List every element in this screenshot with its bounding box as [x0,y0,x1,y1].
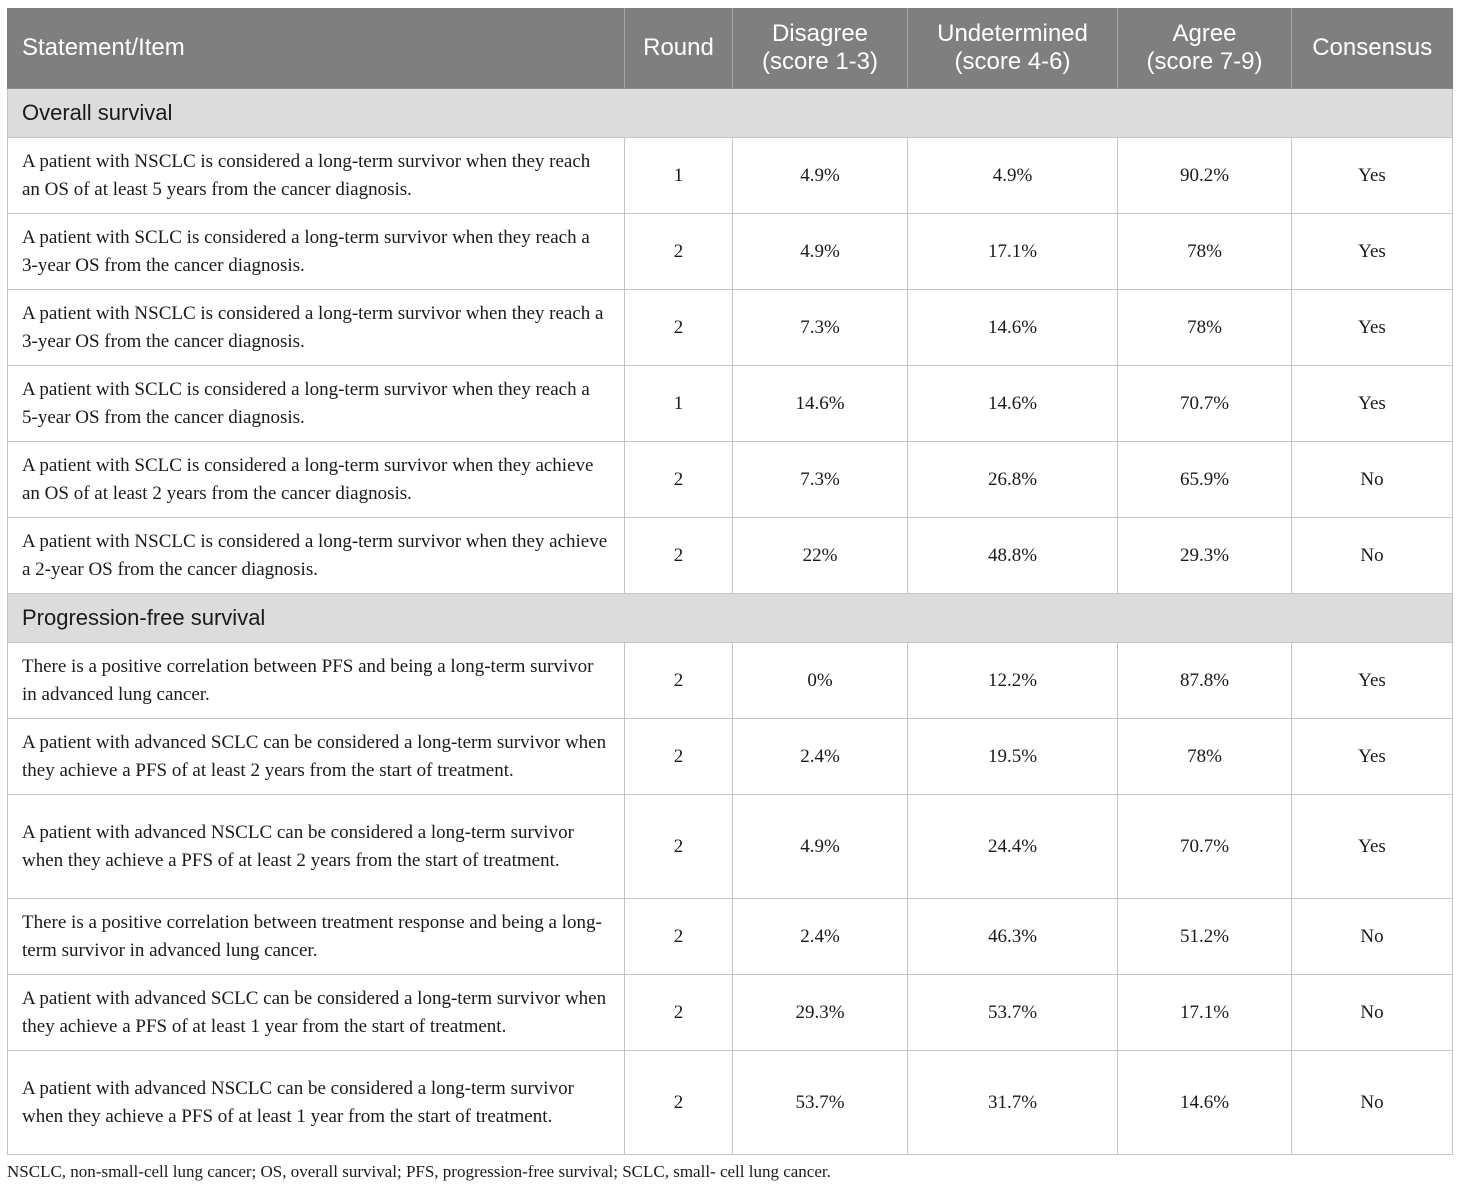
statement-cell: A patient with SCLC is considered a long-term survivor when they reach a 5-year OS from the cancer diagnosis. [8,366,625,442]
agree-cell: 70.7% [1118,366,1292,442]
disagree-cell: 14.6% [733,366,908,442]
statement-cell: A patient with NSCLC is considered a long-term survivor when they achieve a 2-year OS from the cancer diagnosis. [8,518,625,594]
undetermined-cell: 48.8% [908,518,1118,594]
table-row [8,518,1453,594]
agree-cell: 65.9% [1118,442,1292,518]
statement-cell: A patient with SCLC is considered a long-term survivor when they reach a 3-year OS from the cancer diagnosis. [8,214,625,290]
undetermined-cell: 46.3% [908,899,1118,975]
disagree-cell: 53.7% [733,1051,908,1155]
statement-cell: A patient with NSCLC is considered a long-term survivor when they reach an OS of at least 5 years from the cancer diagnosis. [8,138,625,214]
round-cell: 2 [625,643,733,719]
col-header-statement: Statement/Item [8,8,625,89]
section-title: Progression-free survival [8,594,1453,643]
table-row [8,442,1453,518]
consensus-cell: No [1292,899,1453,975]
table-row [8,290,1453,366]
table-footnote: NSCLC, non-small-cell lung cancer; OS, overall survival; PFS, progression-free survival; SCLC, small- cell lung cancer. [7,1162,831,1181]
table-row [8,1051,1453,1155]
agree-cell: 90.2% [1118,138,1292,214]
statement-cell: A patient with advanced SCLC can be considered a long-term survivor when they achieve a PFS of at least 2 years from the start of treatment. [8,719,625,795]
consensus-cell: Yes [1292,719,1453,795]
consensus-cell: No [1292,1051,1453,1155]
consensus-cell: Yes [1292,643,1453,719]
consensus-cell: Yes [1292,366,1453,442]
round-cell: 2 [625,1051,733,1155]
col-header-disagree: Disagree (score 1-3) [733,8,908,89]
statement-cell: There is a positive correlation between PFS and being a long-term survivor in advanced lung cancer. [8,643,625,719]
round-cell: 2 [625,719,733,795]
round-cell: 2 [625,442,733,518]
statement-cell: There is a positive correlation between treatment response and being a long-term survivor in advanced lung cancer. [8,899,625,975]
disagree-cell: 7.3% [733,442,908,518]
statement-cell: A patient with advanced NSCLC can be considered a long-term survivor when they achieve a PFS of at least 1 year from the start of treatment. [8,1051,625,1155]
round-cell: 2 [625,899,733,975]
disagree-cell: 22% [733,518,908,594]
undetermined-cell: 14.6% [908,366,1118,442]
table-row [8,643,1453,719]
undetermined-cell: 17.1% [908,214,1118,290]
consensus-cell: No [1292,442,1453,518]
consensus-cell: Yes [1292,795,1453,899]
agree-cell: 14.6% [1118,1051,1292,1155]
agree-cell: 70.7% [1118,795,1292,899]
table-row [8,366,1453,442]
agree-cell: 29.3% [1118,518,1292,594]
statement-cell: A patient with advanced SCLC can be considered a long-term survivor when they achieve a PFS of at least 1 year from the start of treatment. [8,975,625,1051]
section-header-progression-free-survival [8,594,1453,643]
undetermined-cell: 14.6% [908,290,1118,366]
undetermined-cell: 19.5% [908,719,1118,795]
col-header-undetermined: Undetermined (score 4-6) [908,8,1118,89]
agree-cell: 17.1% [1118,975,1292,1051]
undetermined-cell: 26.8% [908,442,1118,518]
consensus-cell: No [1292,975,1453,1051]
agree-cell: 78% [1118,719,1292,795]
col-header-consensus: Consensus [1292,8,1453,89]
statement-cell: A patient with advanced NSCLC can be considered a long-term survivor when they achieve a PFS of at least 2 years from the start of treatment. [8,795,625,899]
undetermined-cell: 53.7% [908,975,1118,1051]
agree-cell: 78% [1118,214,1292,290]
statement-cell: A patient with SCLC is considered a long-term survivor when they achieve an OS of at least 2 years from the cancer diagnosis. [8,442,625,518]
disagree-cell: 4.9% [733,214,908,290]
round-cell: 1 [625,138,733,214]
disagree-cell: 0% [733,643,908,719]
table-row [8,899,1453,975]
header-row [8,8,1453,89]
round-cell: 2 [625,795,733,899]
undetermined-cell: 4.9% [908,138,1118,214]
disagree-cell: 7.3% [733,290,908,366]
agree-cell: 51.2% [1118,899,1292,975]
table-row [8,795,1453,899]
statement-cell: A patient with NSCLC is considered a long-term survivor when they reach a 3-year OS from the cancer diagnosis. [8,290,625,366]
table-row [8,214,1453,290]
section-title: Overall survival [8,89,1453,138]
consensus-cell: Yes [1292,214,1453,290]
round-cell: 2 [625,518,733,594]
consensus-cell: Yes [1292,138,1453,214]
disagree-cell: 4.9% [733,138,908,214]
round-cell: 2 [625,290,733,366]
round-cell: 2 [625,214,733,290]
disagree-cell: 2.4% [733,719,908,795]
round-cell: 2 [625,975,733,1051]
undetermined-cell: 31.7% [908,1051,1118,1155]
consensus-cell: Yes [1292,290,1453,366]
agree-cell: 87.8% [1118,643,1292,719]
consensus-cell: No [1292,518,1453,594]
table-row [8,975,1453,1051]
undetermined-cell: 12.2% [908,643,1118,719]
table-row [8,138,1453,214]
round-cell: 1 [625,366,733,442]
col-header-round: Round [625,8,733,89]
agree-cell: 78% [1118,290,1292,366]
disagree-cell: 2.4% [733,899,908,975]
disagree-cell: 4.9% [733,795,908,899]
col-header-agree: Agree (score 7-9) [1118,8,1292,89]
undetermined-cell: 24.4% [908,795,1118,899]
consensus-table [7,8,1453,1155]
section-header-overall-survival [8,89,1453,138]
table-container [7,8,1452,1155]
table-row [8,719,1453,795]
disagree-cell: 29.3% [733,975,908,1051]
